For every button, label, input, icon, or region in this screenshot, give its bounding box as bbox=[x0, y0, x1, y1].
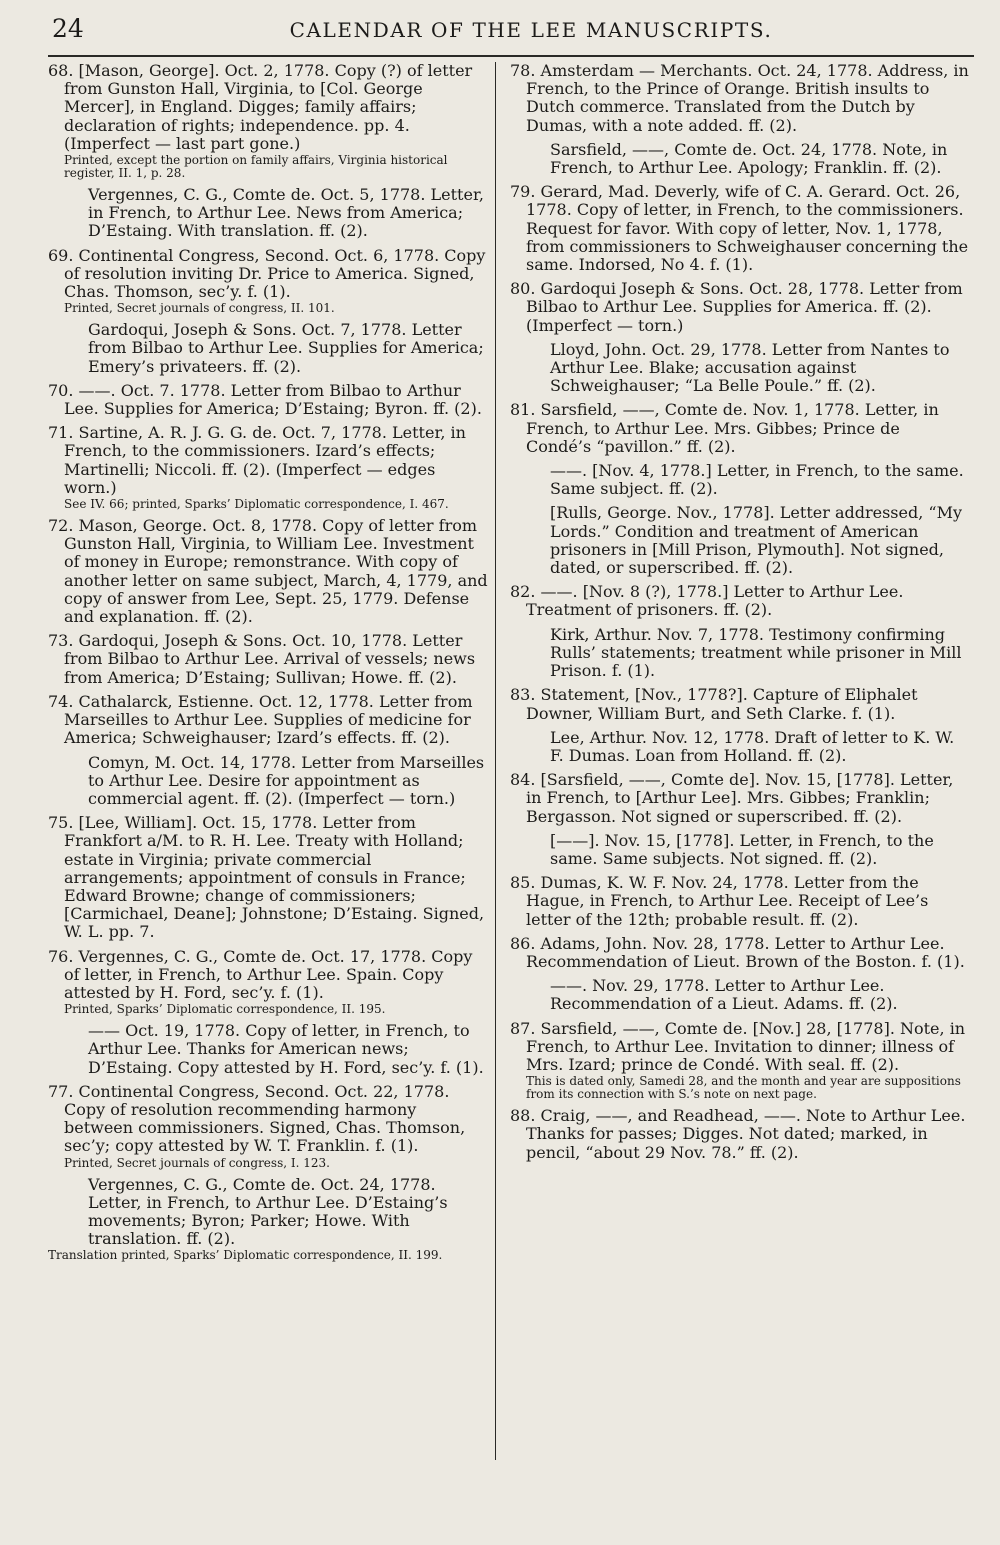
sub-entry: Vergennes, C. G., Comte de. Oct. 24, 1778. Letter, in French, to Arthur Lee. D’Estaing’s movements; Byron; Parker; Howe. With translation. ff. (2). bbox=[88, 1174, 448, 1249]
entry-68: 68. [Mason, George]. Oct. 2, 1778. Copy (?) of letter from Gunston Hall, Virginia, to [Col. George Mercer], in England. Digges; family affairs; declaration of rights; independence. pp. 4. (Imperfect — last part gone.) bbox=[48, 61, 473, 153]
running-title: CALENDAR OF THE LEE MANUSCRIPTS. bbox=[289, 18, 773, 42]
entry-79: 79. Gerard, Mad. Deverly, wife of C. A. Gerard. Oct. 26, 1778. Copy of letter, in French, to the commissioners. Request for favor. With copy of letter, Nov. 1, 1778, from commissioners to Schweighauser concerning the same. Indorsed, No 4. f. (1). bbox=[510, 182, 969, 275]
entry-note: Printed, Sparks’ Diplomatic correspondence, II. 195. bbox=[64, 1002, 386, 1017]
entry-note: Printed, except the portion on family affairs, Virginia historical register, II. 1, p. 28. bbox=[64, 153, 448, 181]
entry-73: 73. Gardoqui, Joseph & Sons. Oct. 10, 1778. Letter from Bilbao to Arthur Lee. Arrival of vessels; news from America; D’Estaing; Sullivan; Howe. ff. (2). bbox=[48, 631, 476, 687]
entry-note: Printed, Secret journals of congress, I. 123. bbox=[64, 1155, 330, 1170]
entry-69: 69. Continental Congress, Second. Oct. 6, 1778. Copy of resolution inviting Dr. Price to America. Signed, Chas. Thomson, sec’y. f. (1). bbox=[48, 245, 486, 302]
sub-entry: [Rulls, George. Nov., 1778]. Letter addressed, “My Lords.” Condition and treatment of American prisoners in [Mill Prison, Plymouth]. Not signed, dated, or superscribed. ff. (2). bbox=[550, 503, 962, 578]
page-header bbox=[48, 12, 974, 52]
entry-84: 84. [Sarsfield, ——, Comte de]. Nov. 15, [1778]. Letter, in French, to [Arthur Lee]. Mrs. Gibbes; Franklin; Bergasson. Not signed or superscribed. ff. (2). bbox=[510, 770, 954, 826]
entry-77: 77. Continental Congress, Second. Oct. 22, 1778. Copy of resolution recommending harmony between commissioners. Signed, Chas. Thomson, sec’y; copy attested by W. T. Franklin. f. (1). bbox=[48, 1081, 466, 1156]
entry-80: 80. Gardoqui Joseph & Sons. Oct. 28, 1778. Letter from Bilbao to Arthur Lee. Supplies for America. ff. (2). (Imperfect — torn.) bbox=[510, 279, 963, 335]
entry-72: 72. Mason, George. Oct. 8, 1778. Copy of letter from Gunston Hall, Virginia, to William Lee. Investment of money in Europe; remonstrance. With copy of another letter on same subject, March, 4, 1779, and copy of answer from Lee, Sept. 25, 1779. Defense and explanation. ff. (2). bbox=[48, 516, 488, 627]
sub-entry: ——. [Nov. 4, 1778.] Letter, in French, to the same. Same subject. ff. (2). bbox=[550, 461, 964, 499]
sub-entry: Sarsfield, ——, Comte de. Oct. 24, 1778. Note, in French, to Arthur Lee. Apology; Franklin. ff. (2). bbox=[550, 139, 948, 178]
entry-88: 88. Craig, ——, and Readhead, ——. Note to Arthur Lee. Thanks for passes; Digges. Not dated; marked, in pencil, “about 29 Nov. 78.” ff. (2). bbox=[510, 1106, 966, 1162]
sub-entry: Kirk, Arthur. Nov. 7, 1778. Testimony confirming Rulls’ statements; treatment while prisoner in Mill Prison. f. (1). bbox=[550, 624, 962, 681]
entry-note: Printed, Secret journals of congress, II. 101. bbox=[64, 301, 335, 316]
entry-85: 85. Dumas, K. W. F. Nov. 24, 1778. Letter from the Hague, in French, to Arthur Lee. Receipt of Lee’s letter of the 12th; probable result. ff. (2). bbox=[510, 873, 929, 929]
sub-entry: —— Oct. 19, 1778. Copy of letter, in French, to Arthur Lee. Thanks for American news; D’Estaing. Copy attested by H. Ford, sec’y. f. (1). bbox=[88, 1021, 484, 1077]
entry-78: 78. Amsterdam — Merchants. Oct. 24, 1778. Address, in French, to the Prince of Orange. British insults to Dutch commerce. Translated from the Dutch by Dumas, with a note added. ff. (2). bbox=[510, 61, 969, 135]
page-number: 24 bbox=[52, 14, 84, 43]
sub-entry: [——]. Nov. 15, [1778]. Letter, in French, to the same. Same subjects. Not signed. ff. (2). bbox=[550, 830, 934, 868]
left-column bbox=[48, 62, 490, 1262]
sub-entry: Comyn, M. Oct. 14, 1778. Letter from Marseilles to Arthur Lee. Desire for appointment as commercial agent. ff. (2). (Imperfect — torn.) bbox=[88, 752, 485, 808]
entry-note: See IV. 66; printed, Sparks’ Diplomatic correspondence, I. 467. bbox=[64, 497, 449, 512]
sub-entry: Lee, Arthur. Nov. 12, 1778. Draft of letter to K. W. F. Dumas. Loan from Holland. ff. (2). bbox=[550, 727, 955, 765]
sub-entry: ——. Nov. 29, 1778. Letter to Arthur Lee. Recommendation of a Lieut. Adams. ff. (2). bbox=[550, 976, 898, 1014]
header-rule bbox=[48, 55, 974, 57]
entry-76: 76. Vergennes, C. G., Comte de. Oct. 17, 1778. Copy of letter, in French, to Arthur Lee. Spain. Copy attested by H. Ford, sec’y. f. (1). bbox=[48, 946, 473, 1002]
entry-87: 87. Sarsfield, ——, Comte de. [Nov.] 28, [1778]. Note, in French, to Arthur Lee. Invitation to dinner; illness of Mrs. Izard; prince de Condé. With seal. ff. (2). bbox=[510, 1018, 966, 1074]
sub-entry: Vergennes, C. G., Comte de. Oct. 5, 1778. Letter, in French, to Arthur Lee. News from America; D’Estaing. With translation. ff. (2). bbox=[88, 185, 484, 241]
right-column bbox=[510, 62, 970, 1162]
entry-81: 81. Sarsfield, ——, Comte de. Nov. 1, 1778. Letter, in French, to Arthur Lee. Mrs. Gibbes; Prince de Condé’s “pavillon.” ff. (2). bbox=[510, 400, 939, 456]
entry-71: 71. Sartine, A. R. J. G. G. de. Oct. 7, 1778. Letter, in French, to the commissioners. Izard’s effects; Martinelli; Niccoli. ff. (2). (Imperfect — edges worn.) bbox=[48, 423, 466, 497]
sub-entry: Gardoqui, Joseph & Sons. Oct. 7, 1778. Letter from Bilbao to Arthur Lee. Supplies for America; Emery’s privateers. ff. (2). bbox=[88, 320, 484, 376]
entry-83: 83. Statement, [Nov., 1778?]. Capture of Eliphalet Downer, William Burt, and Seth Clarke. f. (1). bbox=[510, 685, 918, 723]
entry-70: 70. ——. Oct. 7. 1778. Letter from Bilbao to Arthur Lee. Supplies for America; D’Estaing; Byron. ff. (2). bbox=[48, 380, 482, 419]
column-divider bbox=[495, 62, 496, 1460]
entry-86: 86. Adams, John. Nov. 28, 1778. Letter to Arthur Lee. Recommendation of Lieut. Brown of the Boston. f. (1). bbox=[510, 933, 965, 971]
entry-82: 82. ——. [Nov. 8 (?), 1778.] Letter to Arthur Lee. Treatment of prisoners. ff. (2). bbox=[510, 582, 904, 620]
sub-entry: Lloyd, John. Oct. 29, 1778. Letter from Nantes to Arthur Lee. Blake; accusation against Schweighauser; “La Belle Poule.” ff. (2). bbox=[550, 339, 950, 396]
entry-75: 75. [Lee, William]. Oct. 15, 1778. Letter from Frankfort a/M. to R. H. Lee. Treaty with Holland; estate in Virginia; private commercial arrangements; appointment of consuls in France; Edward Browne; change of commissioners; [Carmichael, Deane]; Johnstone; D’Estaing. Signed, W. L. pp. 7. bbox=[48, 813, 485, 942]
entry-74: 74. Cathalarck, Estienne. Oct. 12, 1778. Letter from Marseilles to Arthur Lee. Supplies of medicine for America; Schweighauser; Izard’s effects. ff. (2). bbox=[48, 691, 473, 748]
entry-note: Translation printed, Sparks’ Diplomatic correspondence, II. 199. bbox=[48, 1248, 443, 1263]
entry-note: This is dated only, Samedi 28, and the month and year are suppositions from its connection with S.’s note on next page. bbox=[526, 1074, 961, 1102]
